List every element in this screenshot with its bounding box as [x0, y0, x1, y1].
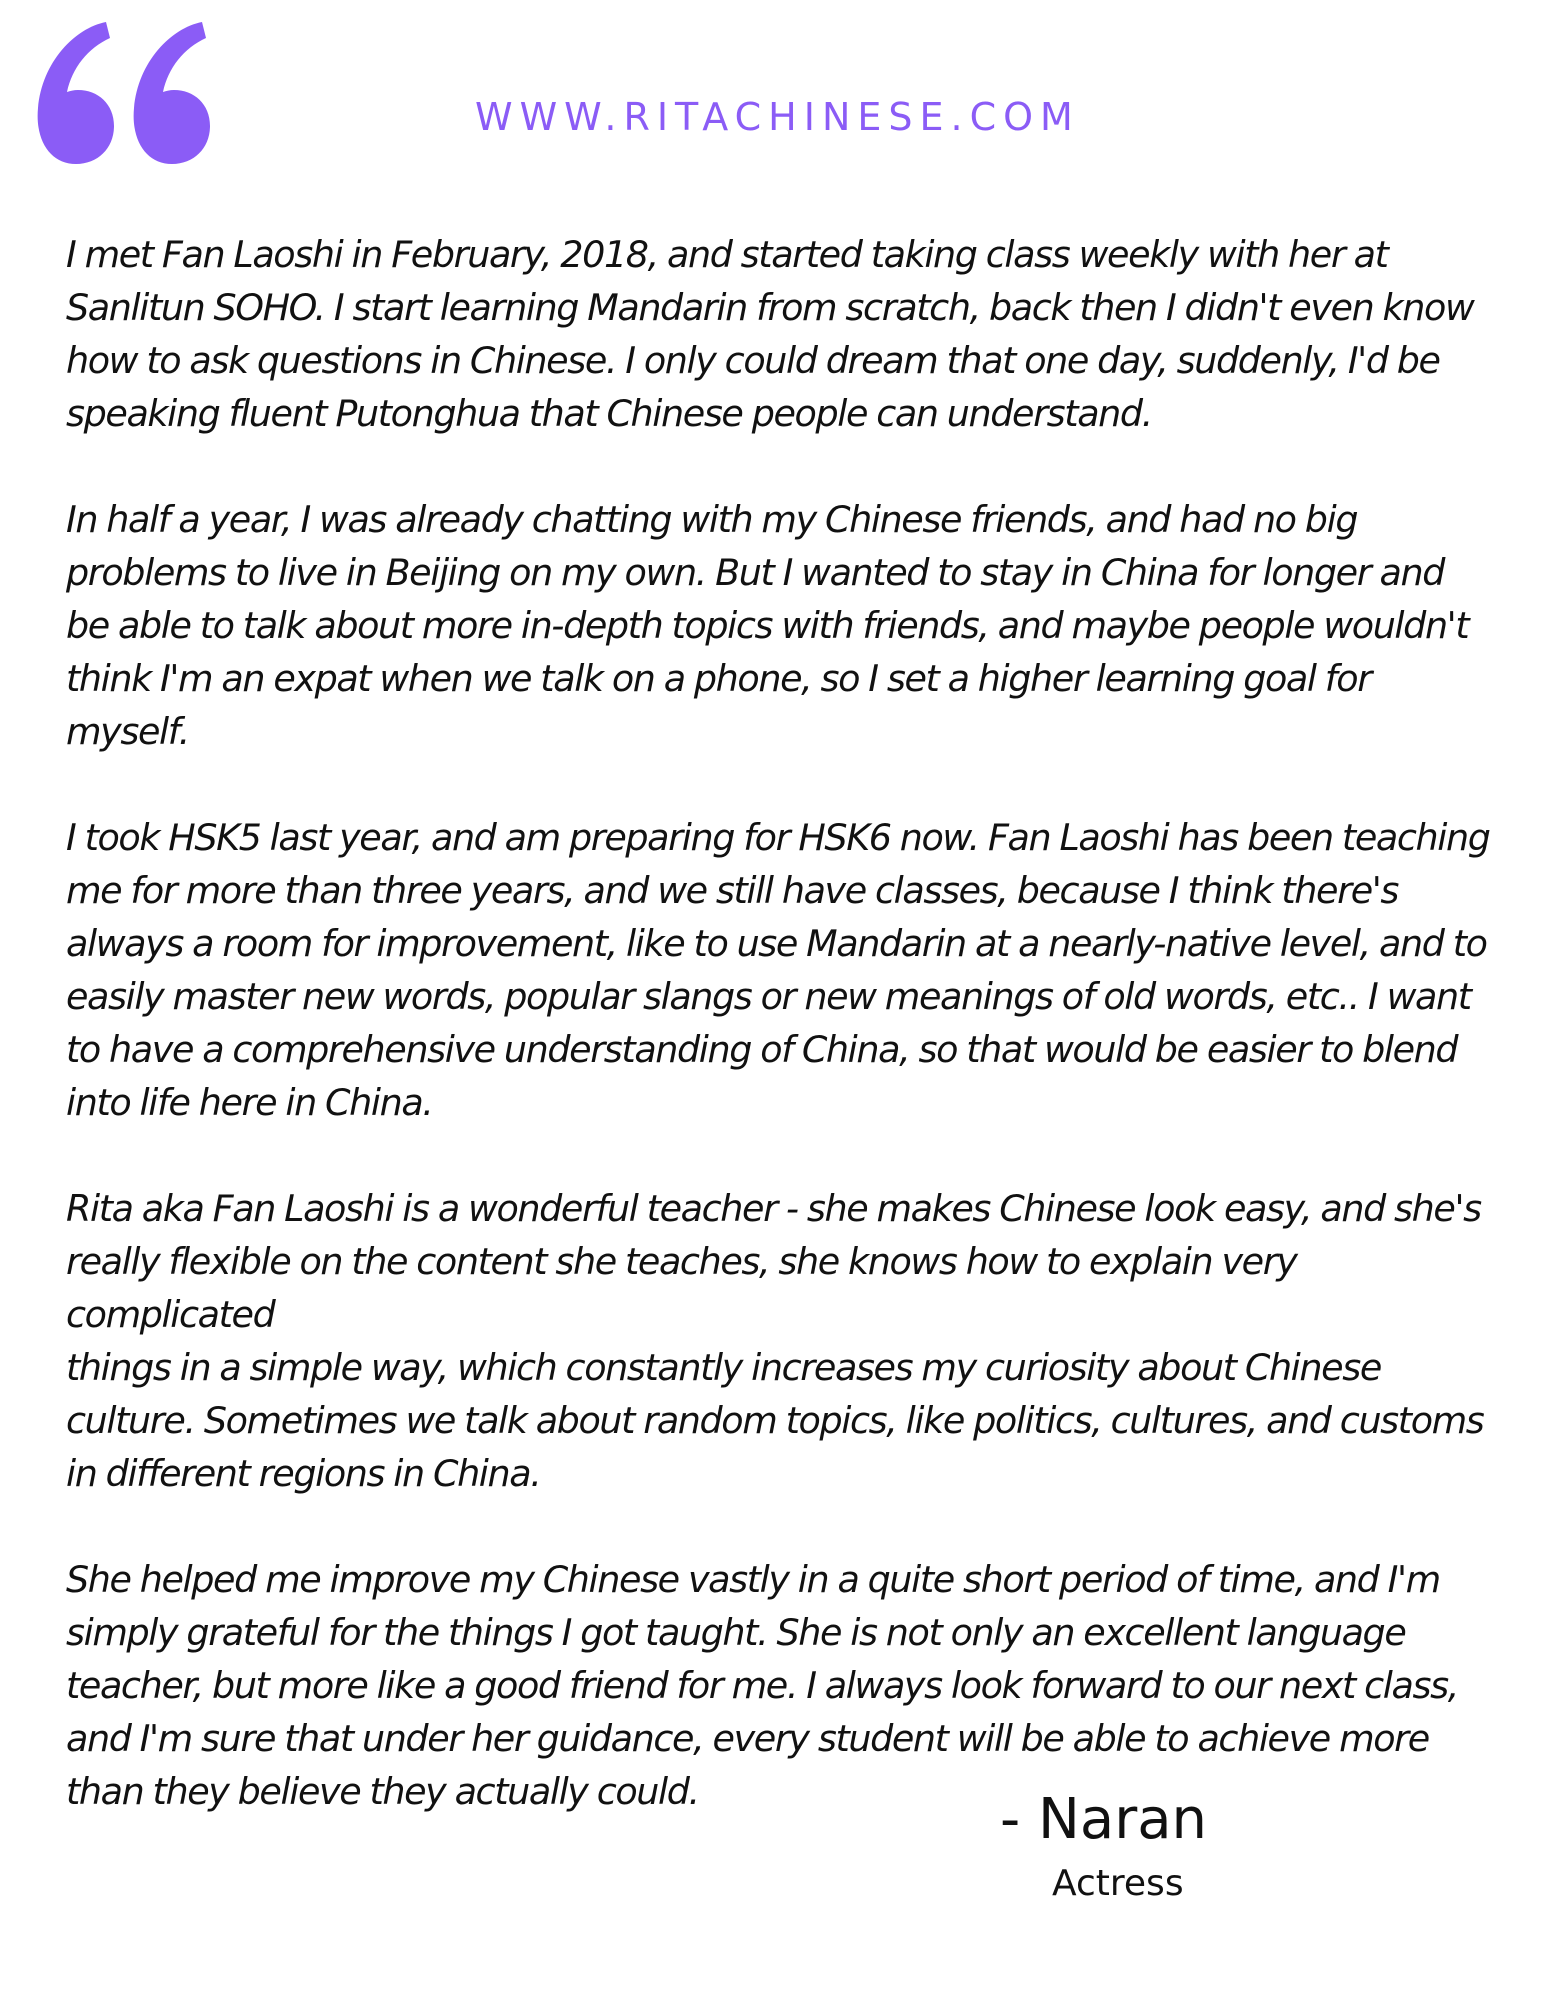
- testimonial-paragraph: I took HSK5 last year, and am preparing for HSK6 now. Fan Laoshi has been teaching me for more than three years, and we still have classes, because I think there's always a room for improvement, like to use Mandarin at a nearly-native level, and to easily master new words, popular slangs or new meanings of old words, etc.. I want to have a comprehensive understanding of China, so that would be easier to blend into life here in China.: [66, 816, 1490, 1124]
- author-signature: - Naran: [1000, 1787, 1208, 1852]
- quote-icon: [30, 22, 212, 170]
- testimonial-paragraph: In half a year, I was already chatting with my Chinese friends, and had no big problems to live in Beijing on my own. But I wanted to stay in China for longer and be able to talk about more in-depth topics with friends, and maybe people wouldn't think I'm an expat when we talk on a phone, so I set a higher learning goal for myself.: [66, 498, 1469, 753]
- testimonial-paragraph: She helped me improve my Chinese vastly in a quite short period of time, and I'm simply grateful for the things I got taught. She is not only an excellent language teacher, but more like a good friend for me. I always look forward to our next class, and I'm sure that under her guidance, every student will be able to achieve more than they believe they actually could.: [66, 1558, 1458, 1813]
- author-role: Actress: [1052, 1863, 1184, 1904]
- testimonial-paragraph: Rita aka Fan Laoshi is a wonderful teacher - she makes Chinese look easy, and she's really flexible on the content she teaches, she knows how to explain very complicated things in a simple way, which constantly increases my curiosity about Chinese culture. Sometimes we talk about random topics, like politics, cultures, and customs in different regions in China.: [66, 1187, 1484, 1495]
- website-url: WWW.RITACHINESE.COM: [475, 95, 1080, 139]
- testimonial-body: [66, 228, 1506, 1871]
- testimonial-paragraph: I met Fan Laoshi in February, 2018, and started taking class weekly with her at Sanlitun SOHO. I start learning Mandarin from scratch, back then I didn't even know how to ask questions in Chinese. I only could dream that one day, suddenly, I'd be speaking fluent Putonghua that Chinese people can understand.: [66, 233, 1474, 435]
